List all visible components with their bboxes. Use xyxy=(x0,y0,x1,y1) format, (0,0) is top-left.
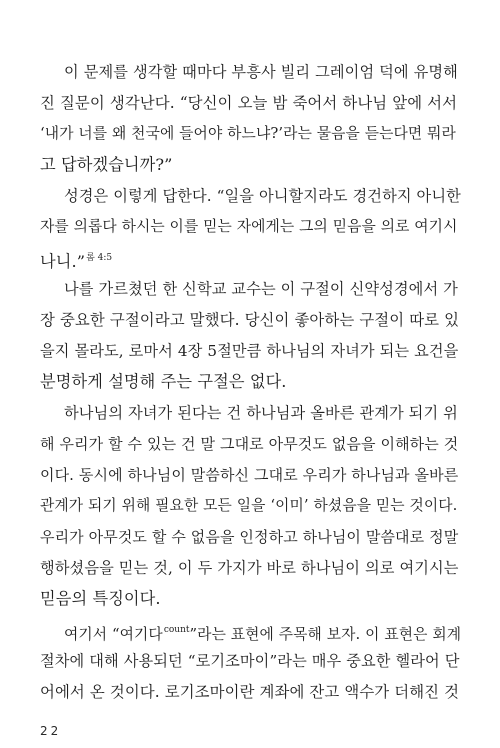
body-line: 성경은 이렇게 답한다. “일을 아니할지라도 경건하지 아니한 xyxy=(64,187,461,205)
body-line: 행하셨음을 믿는 것, 이 두 가지가 바로 하나님이 의로 여기시는 xyxy=(40,559,459,577)
body-line: 절차에 대해 사용되던 “로기조마이”라는 매우 중요한 헬라어 단 xyxy=(40,652,460,670)
body-text: ”라는 표현에 주목해 보자. 이 표현은 회계 xyxy=(189,626,462,643)
body-line: 해 우리가 할 수 있는 건 말 그대로 아무것도 없음을 이해하는 것 xyxy=(40,435,459,453)
body-line: 우리가 아무것도 할 수 없음을 인정하고 하나님이 말씀대로 정말 xyxy=(40,528,459,546)
page-number: 22 xyxy=(40,724,62,738)
body-text: 나니.” xyxy=(40,252,86,271)
body-line: 고 답하겠습니까?” xyxy=(40,155,173,174)
body-line: 자를 의롭다 하시는 이를 믿는 자에게는 그의 믿음을 의로 여기시 xyxy=(40,218,458,235)
body-line: 장 중요한 구절이라고 말했다. 당신이 좋아하는 구절이 따로 있 xyxy=(40,311,460,329)
body-line: 을지 몰라도, 로마서 4장 5절만큼 하나님의 자녀가 되는 요건을 xyxy=(40,342,459,360)
english-gloss: count xyxy=(163,625,190,635)
body-text: 여기서 “여기다 xyxy=(64,626,163,643)
body-line: 나를 가르쳤던 한 신학교 교수는 이 구절이 신약성경에서 가 xyxy=(64,280,458,298)
body-line: 이 문제를 생각할 때마다 부흥사 빌리 그레이엄 덕에 유명해 xyxy=(64,63,458,81)
body-line: 관계가 되기 위해 필요한 모든 일을 ‘이미’ 하셨음을 믿는 것이다. xyxy=(40,497,458,514)
body-line: 믿음의 특징이다. xyxy=(40,589,161,608)
body-line: ‘내가 너를 왜 천국에 들어야 하느냐?’라는 물음을 듣는다면 뭐라 xyxy=(40,125,456,142)
body-line: 분명하게 설명해 주는 구절은 없다. xyxy=(40,372,287,391)
body-line: 하나님의 자녀가 된다는 건 하나님과 올바른 관계가 되기 위 xyxy=(64,404,458,422)
body-line: 진 질문이 생각난다. “당신이 오늘 밤 죽어서 하나님 앞에 서서 xyxy=(40,94,458,112)
body-line: 이다. 동시에 하나님이 말씀하신 그대로 우리가 하나님과 올바른 xyxy=(40,466,459,484)
scripture-reference: 롬 4:5 xyxy=(86,253,113,263)
body-line: 어에서 온 것이다. 로기조마이란 계좌에 잔고 액수가 더해진 것 xyxy=(40,683,460,701)
body-line-with-reference xyxy=(40,248,460,272)
body-line-with-gloss xyxy=(64,620,460,645)
